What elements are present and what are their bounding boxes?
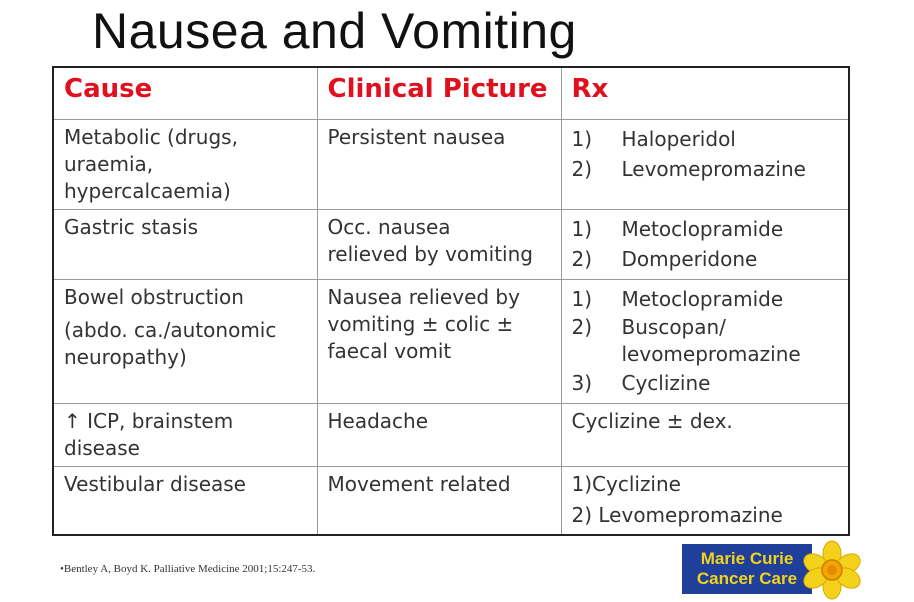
rx-drug: Cyclizine bbox=[621, 370, 711, 395]
table-header-row bbox=[53, 67, 849, 119]
rx-item bbox=[572, 368, 841, 398]
rx-number: 2) bbox=[571, 156, 593, 181]
picture-cell bbox=[317, 209, 561, 279]
table-row bbox=[53, 279, 849, 403]
picture-cell bbox=[317, 466, 561, 535]
cause-line: Metabolic (drugs, bbox=[64, 124, 238, 149]
rx-item bbox=[572, 154, 841, 184]
rx-drug: Domperidone bbox=[621, 246, 758, 271]
rx-drug: Levomepromazine bbox=[621, 156, 806, 181]
rx-drug: Metoclopramide bbox=[621, 216, 784, 241]
picture-cell bbox=[317, 119, 561, 209]
picture-cell bbox=[317, 403, 561, 466]
picture-cell bbox=[317, 279, 561, 403]
rx-number: 2) bbox=[571, 314, 593, 339]
cause-cell bbox=[53, 119, 317, 209]
rx-item bbox=[572, 124, 841, 154]
cause-line: ↑ ICP, brainstem bbox=[64, 408, 234, 433]
cause-cell bbox=[53, 279, 317, 403]
rx-drug: Buscopan/ levomepromazine bbox=[621, 314, 801, 366]
rx-drug: Haloperidol bbox=[621, 126, 736, 151]
rx-number: 3) bbox=[571, 370, 593, 395]
cause-cell bbox=[53, 209, 317, 279]
rx-plain-line: 2) Levomepromazine bbox=[571, 502, 783, 527]
logo-line-2: Cancer Care bbox=[696, 569, 798, 588]
nausea-vomiting-table bbox=[52, 66, 850, 536]
rx-plain-line: 1)Cyclizine bbox=[571, 471, 681, 496]
rx-plain-line: Cyclizine ± dex. bbox=[571, 408, 733, 433]
rx-item bbox=[572, 214, 841, 244]
rx-number: 1) bbox=[571, 126, 593, 151]
picture-line: Headache bbox=[327, 408, 429, 433]
rx-drug: Metoclopramide bbox=[621, 286, 784, 311]
rx-cell bbox=[561, 279, 849, 403]
picture-line: Nausea relieved by bbox=[327, 284, 520, 309]
picture-line: faecal vomit bbox=[327, 338, 452, 363]
rx-item bbox=[572, 244, 841, 274]
rx-cell bbox=[561, 119, 849, 209]
cause-line: disease bbox=[64, 435, 140, 460]
table-row bbox=[53, 403, 849, 466]
rx-number: 1) bbox=[571, 216, 593, 241]
cause-line: (abdo. ca./autonomic bbox=[64, 317, 277, 342]
rx-number: 2) bbox=[571, 246, 593, 271]
rx-item bbox=[572, 284, 841, 314]
citation: •Bentley A, Boyd K. Palliative Medicine 2001;15:247-53. bbox=[60, 563, 316, 575]
table-row bbox=[53, 209, 849, 279]
header-rx: Rx bbox=[561, 67, 849, 119]
table-row bbox=[53, 119, 849, 209]
cause-cell bbox=[53, 466, 317, 535]
table-row bbox=[53, 466, 849, 535]
cause-line: hypercalcaemia) bbox=[64, 178, 231, 203]
cause-line: Gastric stasis bbox=[64, 214, 199, 239]
logo-line-1: Marie Curie bbox=[700, 549, 794, 568]
header-clinical-picture: Clinical Picture bbox=[317, 67, 561, 119]
picture-line: relieved by vomiting bbox=[327, 241, 533, 266]
rx-item bbox=[572, 314, 841, 368]
cause-line: neuropathy) bbox=[64, 344, 187, 369]
cause-line: uraemia, bbox=[64, 151, 154, 176]
header-cause: Cause bbox=[53, 67, 317, 119]
rx-number: 1) bbox=[571, 286, 593, 311]
rx-cell bbox=[561, 466, 849, 535]
cause-line: Vestibular disease bbox=[64, 471, 246, 496]
cause-cell bbox=[53, 403, 317, 466]
picture-line: Persistent nausea bbox=[327, 124, 506, 149]
rx-cell bbox=[561, 209, 849, 279]
daffodil-icon bbox=[800, 540, 864, 600]
cause-line: Bowel obstruction bbox=[64, 284, 244, 309]
slide-title: Nausea and Vomiting bbox=[92, 3, 577, 59]
rx-cell bbox=[561, 403, 849, 466]
picture-line: Occ. nausea bbox=[327, 214, 451, 239]
logo-box bbox=[682, 544, 812, 594]
marie-curie-logo bbox=[682, 540, 868, 600]
picture-line: vomiting ± colic ± bbox=[327, 311, 514, 336]
picture-line: Movement related bbox=[327, 471, 511, 496]
